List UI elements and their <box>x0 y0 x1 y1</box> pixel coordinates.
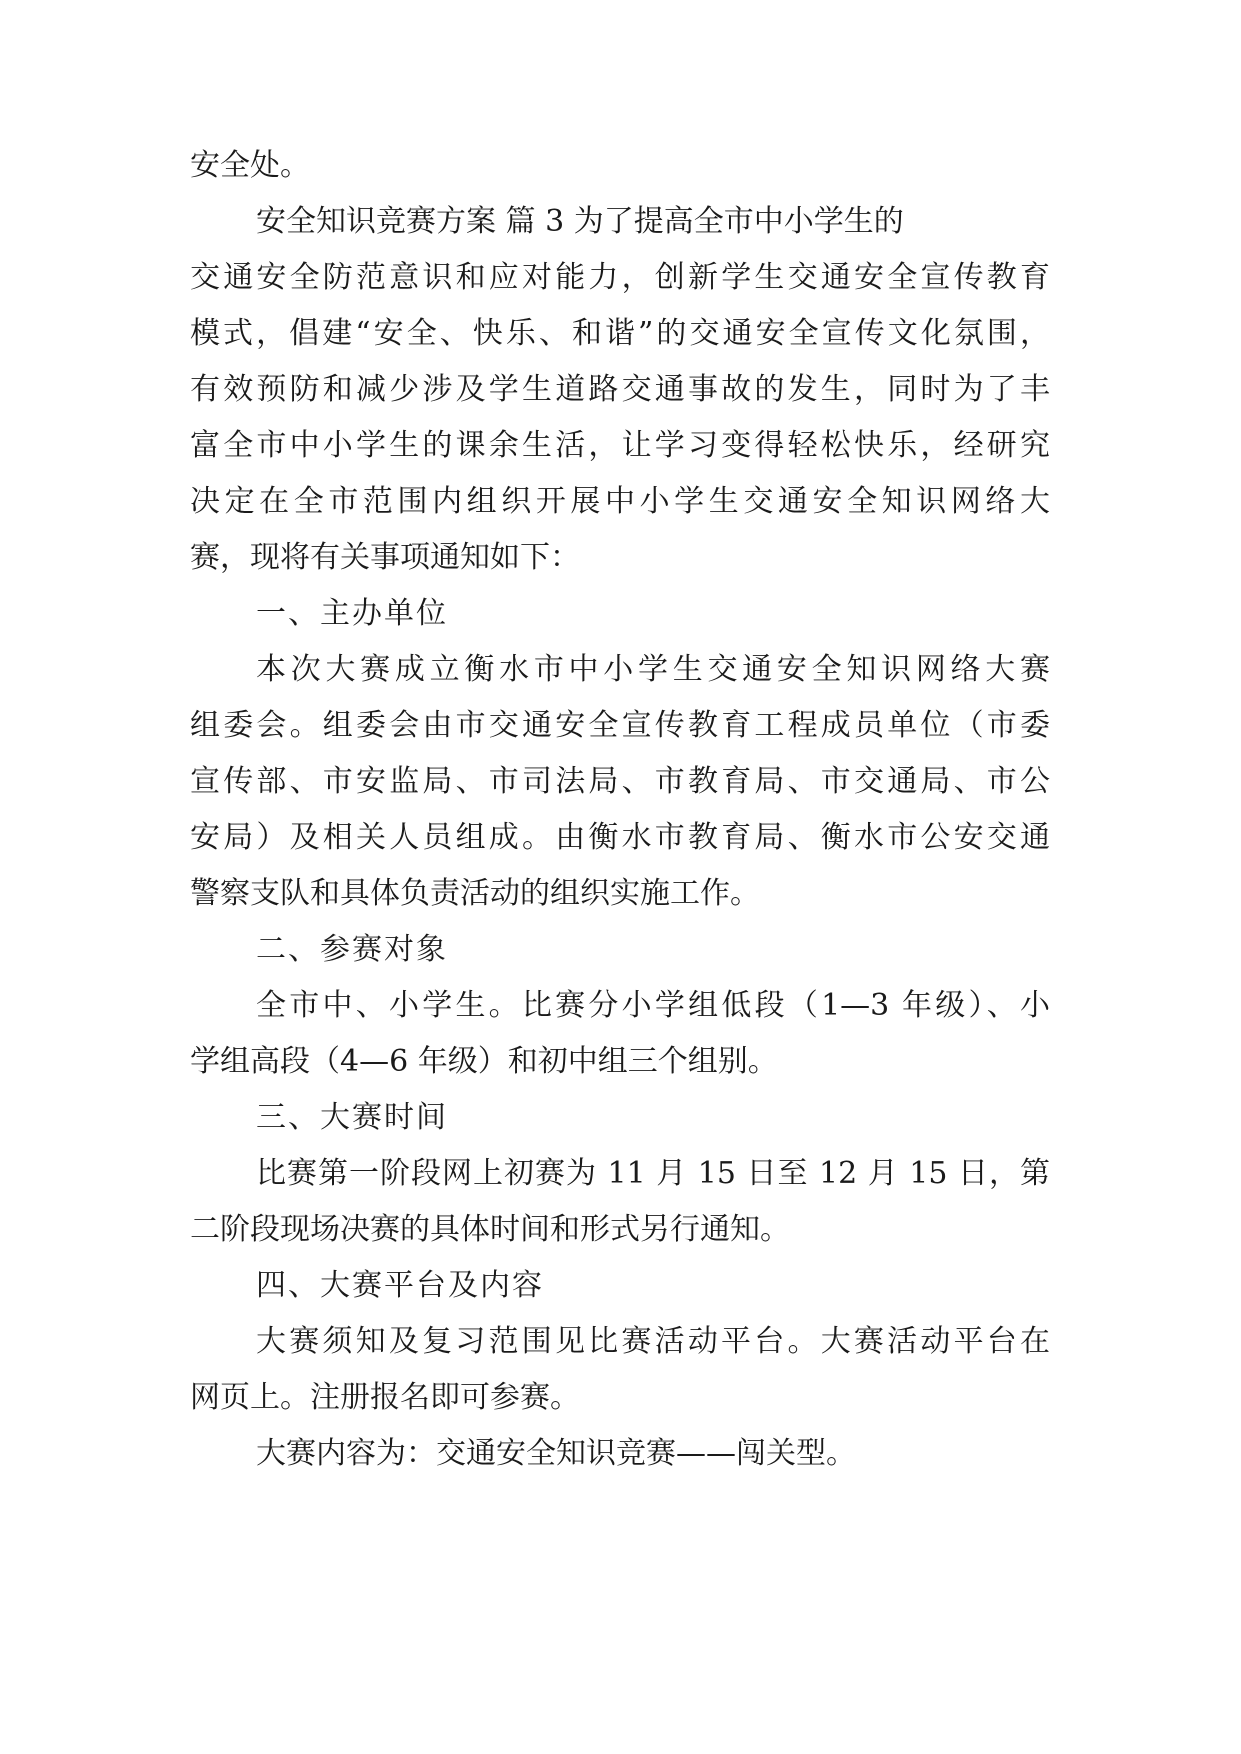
text-line: 安全处。 <box>190 148 310 183</box>
text-line: 网页上。注册报名即可参赛。 <box>190 1380 580 1415</box>
text-line: 大赛内容为：交通安全知识竞赛——闯关型。 <box>256 1436 856 1471</box>
text-line: 宣传部、市安监局、市司法局、市教育局、市交通局、市公 <box>190 764 1050 799</box>
section-heading: 二、参赛对象 <box>256 932 448 967</box>
text-line: 比赛第一阶段网上初赛为 11 月 15 日至 12 月 15 日，第 <box>256 1156 1050 1191</box>
text-line: 模式，倡建“安全、快乐、和谐”的交通安全宣传文化氛围， <box>190 316 1050 351</box>
text-line: 安局）及相关人员组成。由衡水市教育局、衡水市公安交通 <box>190 820 1050 855</box>
section-intro-line: 安全知识竞赛方案 篇 3 为了提高全市中小学生的 <box>256 204 904 239</box>
text-line: 有效预防和减少涉及学生道路交通事故的发生，同时为了丰 <box>190 372 1050 407</box>
text-line: 赛，现将有关事项通知如下： <box>190 540 580 575</box>
section-heading: 四、大赛平台及内容 <box>256 1268 544 1303</box>
text-line: 学组高段（4—6 年级）和初中组三个组别。 <box>190 1044 778 1079</box>
text-line: 富全市中小学生的课余生活，让学习变得轻松快乐，经研究 <box>190 428 1050 463</box>
text-line: 本次大赛成立衡水市中小学生交通安全知识网络大赛 <box>256 652 1050 687</box>
text-line: 二阶段现场决赛的具体时间和形式另行通知。 <box>190 1212 790 1247</box>
section-heading: 一、主办单位 <box>256 596 448 631</box>
section-heading: 三、大赛时间 <box>256 1100 448 1135</box>
text-line: 大赛须知及复习范围见比赛活动平台。大赛活动平台在 <box>256 1324 1050 1359</box>
text-line: 警察支队和具体负责活动的组织实施工作。 <box>190 876 760 911</box>
text-line: 组委会。组委会由市交通安全宣传教育工程成员单位（市委 <box>190 708 1050 743</box>
text-line: 决定在全市范围内组织开展中小学生交通安全知识网络大 <box>190 484 1050 519</box>
text-line: 全市中、小学生。比赛分小学组低段（1—3 年级）、小 <box>256 988 1050 1023</box>
text-line: 交通安全防范意识和应对能力，创新学生交通安全宣传教育 <box>190 260 1050 295</box>
